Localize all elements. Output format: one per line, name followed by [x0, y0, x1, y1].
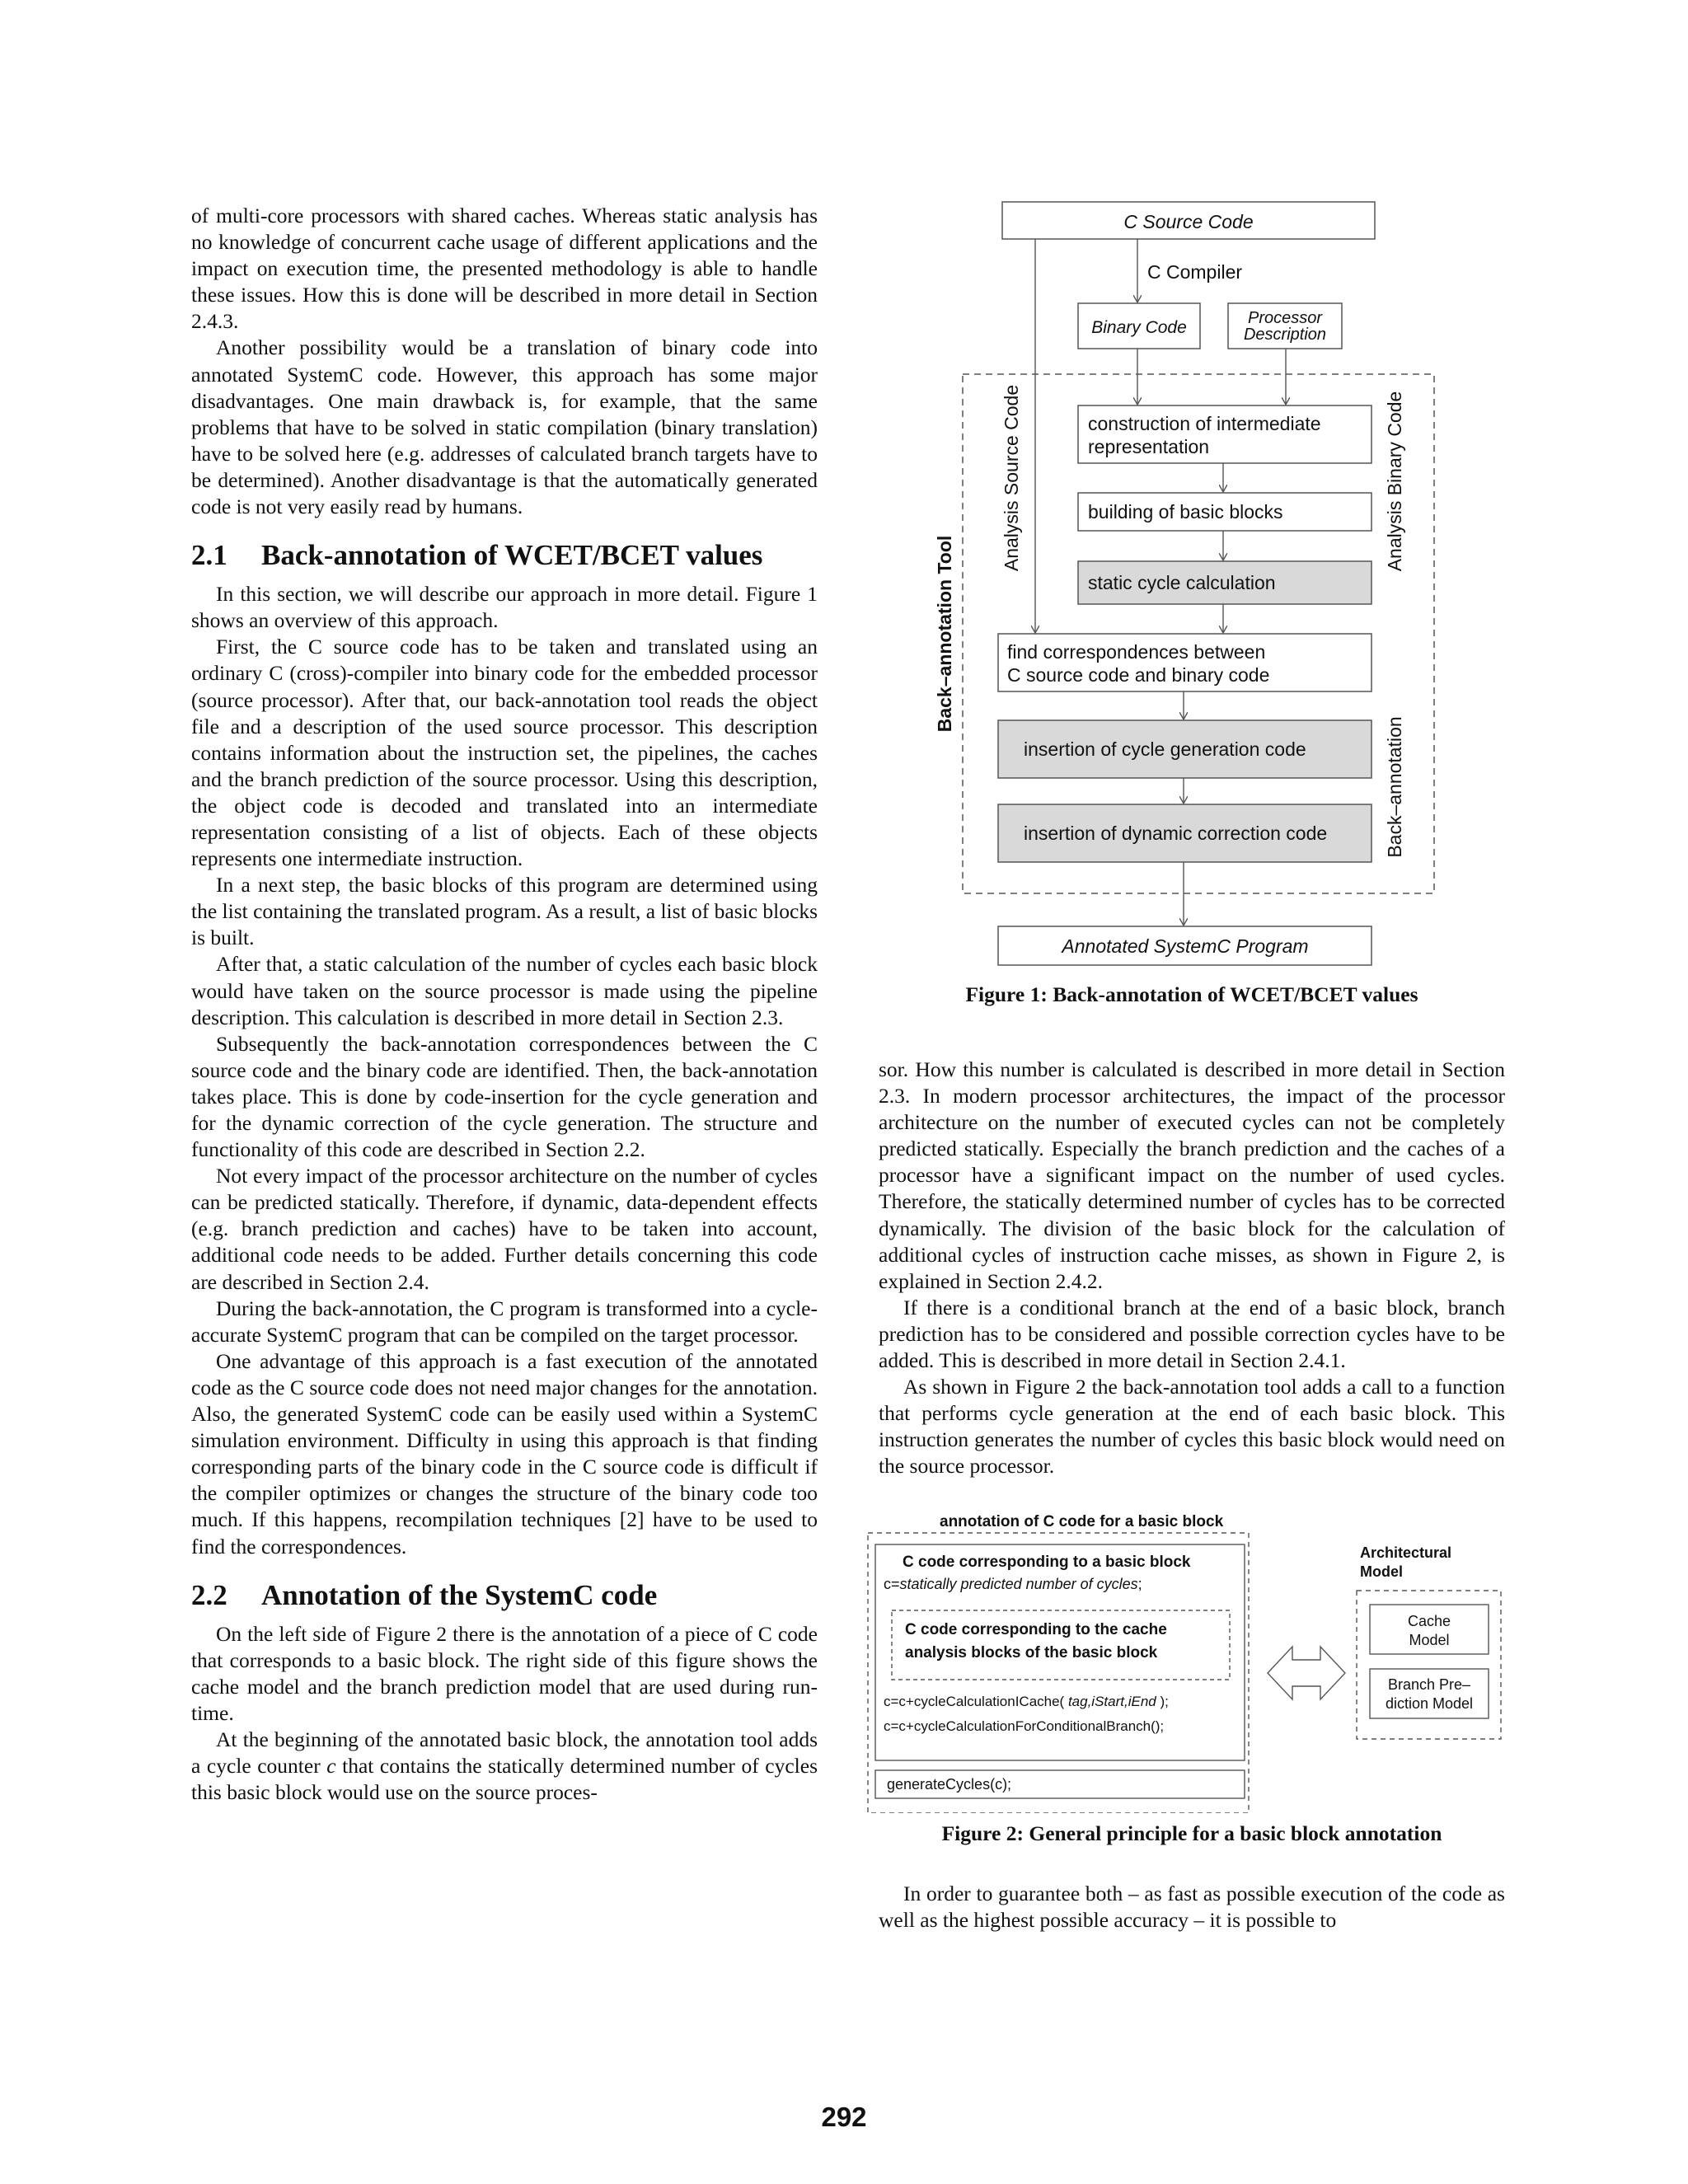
intermediate-label-1: construction of intermediate: [1088, 413, 1321, 434]
section-heading-2-2: [191, 1578, 818, 1613]
tool-side-label: Back–annotation Tool: [934, 535, 955, 733]
paragraph: sor. How this number is calculated is described in more detail in Section 2.3. In modern processor architectures, the impact of the processor architecture on the number of executed cycles can not be completely predicted statically. Especially the branch prediction and the caches of a processor have a significant impact on the number of used cycles. Therefore, the statically determined number of cycles has to be corrected dynamically. The division of the basic block for the calculation of additional cycles of instruction cache misses, as shown in Figure 2, is explained in Section 2.4.2.: [879, 1057, 1505, 1293]
binary-code-label: Binary Code: [1091, 318, 1187, 337]
page-number: 292: [821, 2102, 867, 2132]
paragraph: In a next step, the basic blocks of this program are determined using the list containing the translated program. As a result, a list of basic blocks is built.: [191, 873, 818, 950]
branch-model-label-1: Branch Pre–: [1387, 1676, 1471, 1693]
left-column: [191, 203, 818, 1806]
section-number: 2.2: [191, 1578, 227, 1611]
cache-block-label-2: analysis blocks of the basic block: [905, 1644, 1158, 1661]
processor-label-2: Description: [1243, 326, 1327, 344]
paragraph: If there is a conditional branch at the end of a basic block, branch prediction has to be considered and possible correction cycles have to be added. This is described in more detail in Section 2.4.1.: [879, 1295, 1505, 1373]
cycle-generation-label: insertion of cycle generation code: [1024, 738, 1306, 760]
paragraph: As shown in Figure 2 the back-annotation tool adds a call to a function that performs cycle generation at the end of each basic block. This instruction generates the number of cycles this basic block would need on the source processor.: [879, 1375, 1505, 1479]
dynamic-correction-label: insertion of dynamic correction code: [1024, 823, 1328, 844]
branch-call: c=c+cycleCalculationForConditionalBranch();: [884, 1718, 1165, 1734]
c-source-label: C Source Code: [1123, 211, 1254, 232]
paragraph: Another possibility would be a translation of binary code into annotated SystemC code. However, this approach has some major disadvantages. One main drawback is, for example, that the same problems that have to be solved in static compilation (binary translation) have to be solved here (e.g. addresses of calculated branch targets have to be determined). Another disadvantage is that the automatically generated code is not very easily read by humans.: [191, 335, 818, 519]
paragraph: Not every impact of the processor architecture on the number of cycles can be predicted statically. Therefore, if dynamic, data-dependent effects (e.g. branch prediction and caches) have to be taken into account, additional code needs to be added. Further details concerning this code are described in Section 2.4.: [191, 1164, 818, 1294]
figure-1-caption: Figure 1: Back-annotation of WCET/BCET values: [965, 982, 1418, 1006]
figure-1-diagram: [923, 199, 1459, 966]
paragraph: First, the C source code has to be taken and translated using an ordinary C (cross)-compiler into binary code for the embedded processor (source processor). After that, our back-annotation tool reads the object file and a description of the used source processor. This description contains information about the instruction set, the pipelines, the caches and the branch prediction of the source processor. Using this description, the object code is decoded and translated into an intermediate representation consisting of a list of objects. Each of these objects represents one intermediate instruction.: [191, 635, 818, 871]
processor-label-1: Processor: [1247, 309, 1323, 327]
right-column: [879, 1057, 1505, 1480]
section-heading-2-1: [191, 538, 818, 573]
static-cycle-label: static cycle calculation: [1088, 572, 1276, 593]
outer-annotation-box: [868, 1533, 1249, 1813]
arch-title-2: Model: [1360, 1563, 1403, 1580]
paragraph: In order to guarantee both – as fast as possible execution of the code as well as the highest possible accuracy – it is possible to: [879, 1882, 1505, 1933]
c-compiler-label: C Compiler: [1147, 261, 1243, 283]
arch-title-1: Architectural: [1360, 1544, 1452, 1561]
variable: c: [326, 1754, 336, 1779]
branch-model-label-2: diction Model: [1385, 1695, 1474, 1712]
paragraph: On the left side of Figure 2 there is the annotation of a piece of C code that corresponds to a basic block. The right side of this figure shows the cache model and the branch prediction model that are used during run-time.: [191, 1621, 818, 1725]
double-arrow: [1268, 1647, 1345, 1699]
basic-blocks-label: building of basic blocks: [1088, 501, 1283, 523]
correspondences-label-2: C source code and binary code: [1007, 664, 1270, 686]
paragraph: In this section, we will describe our approach in more detail. Figure 1 shows an overview of this approach.: [191, 582, 818, 633]
paragraph: of multi-core processors with shared caches. Whereas static analysis has no knowledge of concurrent cache usage of different applications and the impact on execution time, the presented methodology is able to handle these issues. How this is done will be described in more detail in Section 2.4.3.: [191, 204, 818, 334]
paragraph: After that, a static calculation of the number of cycles each basic block would have taken on the source processor is made using the pipeline description. This calculation is described in more detail in Section 2.3.: [191, 952, 818, 1029]
outer-title: annotation of C code for a basic block: [940, 1513, 1224, 1530]
block-title: C code corresponding to a basic block: [903, 1554, 1191, 1571]
cache-model-label-2: Model: [1409, 1632, 1450, 1648]
intermediate-label-2: representation: [1088, 436, 1210, 457]
cache-block-label-1: C code corresponding to the cache: [905, 1621, 1167, 1638]
icache-call: c=c+cycleCalculationICache( tag,iStart,iEnd );: [884, 1694, 1169, 1709]
figure-2-caption: Figure 2: General principle for a basic block annotation: [941, 1821, 1442, 1845]
paragraph: [191, 1727, 818, 1806]
cache-model-label-1: Cache: [1407, 1613, 1451, 1629]
right-column-bottom: [879, 1881, 1505, 1933]
text-run: At the beginning of the annotated basic block, the annotation tool adds a cycle counter: [191, 1727, 818, 1779]
paragraph: One advantage of this approach is a fast execution of the annotated code as the C source code does not need major changes for the annotation. Also, the generated SystemC code can be easily used within a SystemC simulation environment. Difficulty in using this approach is that finding corresponding parts of the binary code in the C source code is difficult if the compiler optimizes or changes the structure of the binary code too much. If this happens, recompilation techniques [2] have to be used to find the correspondences.: [191, 1348, 818, 1558]
analysis-binary-label: Analysis Binary Code: [1384, 391, 1405, 572]
paragraph: During the back-annotation, the C program is transformed into a cycle-accurate SystemC program that can be compiled on the target processor.: [191, 1296, 818, 1347]
text-run: that contains the statically determined number of cycles this basic block would use on the source proces-: [191, 1754, 818, 1805]
annotated-program-label: Annotated SystemC Program: [1062, 935, 1309, 957]
analysis-source-label: Analysis Source Code: [1001, 384, 1022, 572]
generate-cycles-call: generateCycles(c);: [887, 1776, 1012, 1793]
static-cycles-line: c=statically predicted number of cycles;: [884, 1576, 1142, 1592]
correspondences-label-1: find correspondences between: [1007, 641, 1266, 663]
paragraph: Subsequently the back-annotation correspondences between the C source code and the binary code are identified. Then, the back-annotation takes place. This is done by code-insertion for the cycle generation and for the dynamic correction of the cycle generation. The structure and functionality of this code are described in Section 2.2.: [191, 1031, 818, 1162]
section-title: Back-annotation of WCET/BCET values: [261, 539, 763, 572]
backannotation-label: Back–annotation: [1384, 716, 1405, 858]
section-title: Annotation of the SystemC code: [261, 1578, 658, 1611]
section-number: 2.1: [191, 539, 227, 572]
figure-2-diagram: [865, 1508, 1517, 1813]
